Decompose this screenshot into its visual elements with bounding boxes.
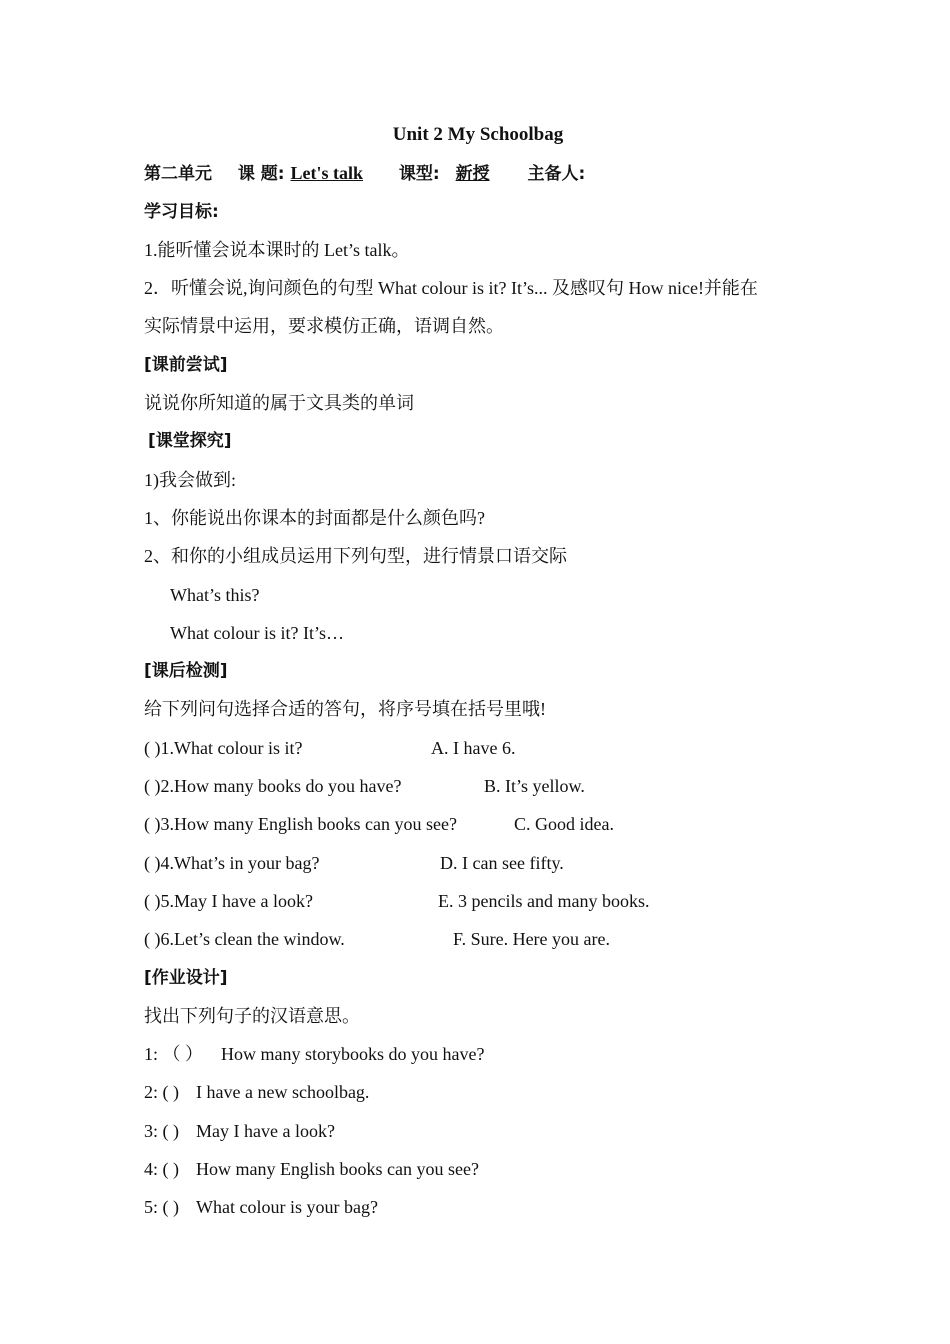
homework-prefix: 4: ( ) <box>144 1159 179 1179</box>
homework-item <box>144 1158 479 1180</box>
answer-option: F. Sure. Here you are. <box>453 929 611 949</box>
page-title: Unit 2 My Schoolbag <box>392 124 564 145</box>
homework-text: I have a new schoolbag. <box>196 1082 370 1102</box>
homework-prefix: 1: （ ） <box>144 1044 204 1064</box>
homework-text: May I have a look? <box>196 1121 335 1141</box>
homework-item <box>144 1196 378 1218</box>
class-explore-item: 2、和你的小组成员运用下列句型，进行情景口语交际 <box>144 546 567 566</box>
question-row <box>144 852 564 874</box>
question-text: ( )2.How many books do you have? <box>144 776 402 796</box>
example-sentence: What colour is it? It’s… <box>170 623 344 643</box>
answer-option: A. I have 6. <box>431 738 516 758</box>
question-text: ( )1.What colour is it? <box>144 738 303 758</box>
header-line <box>144 162 585 185</box>
answer-option: E. 3 pencils and many books. <box>438 891 650 911</box>
question-row <box>144 928 611 950</box>
type-value: 新授 <box>455 164 490 184</box>
homework-item <box>144 1081 370 1103</box>
homework-instruction: 找出下列句子的汉语意思。 <box>144 1006 360 1026</box>
homework-item <box>144 1120 335 1142</box>
homework-prefix: 3: ( ) <box>144 1121 179 1141</box>
class-explore-item: 1、你能说出你课本的封面都是什么颜色吗? <box>144 508 485 528</box>
homework-heading: [作业设计] <box>144 968 228 988</box>
objective-item: 实际情景中运用，要求模仿正确，语调自然。 <box>144 316 504 336</box>
answer-option: C. Good idea. <box>514 814 614 834</box>
objectives-heading: 学习目标: <box>144 202 219 222</box>
class-explore-heading: [课堂探究] <box>148 431 232 451</box>
pre-class-heading: [课前尝试] <box>144 355 228 375</box>
question-row <box>144 775 585 797</box>
objective-item: 2．听懂会说,询问颜色的句型 What colour is it? It’s... 及感叹句 How nice!并能在 <box>144 278 758 298</box>
topic-value: Let's talk <box>290 163 363 183</box>
topic-label: 课 题: <box>237 164 285 184</box>
homework-item <box>144 1043 485 1065</box>
homework-text: How many English books can you see? <box>196 1159 479 1179</box>
question-row <box>144 813 614 835</box>
question-text: ( )6.Let’s clean the window. <box>144 929 345 949</box>
question-row <box>144 890 650 912</box>
answer-option: D. I can see fifty. <box>440 853 564 873</box>
homework-prefix: 5: ( ) <box>144 1197 179 1217</box>
question-text: ( )3.How many English books can you see? <box>144 814 457 834</box>
answer-option: B. It’s yellow. <box>484 776 585 796</box>
homework-text: What colour is your bag? <box>196 1197 378 1217</box>
objective-item: 1.能听懂会说本课时的 Let’s talk。 <box>144 240 410 260</box>
homework-text: How many storybooks do you have? <box>221 1044 485 1064</box>
question-row <box>144 737 516 759</box>
question-text: ( )4.What’s in your bag? <box>144 853 320 873</box>
after-class-instruction: 给下列问句选择合适的答句，将序号填在括号里哦! <box>144 699 546 719</box>
question-text: ( )5.May I have a look? <box>144 891 313 911</box>
unit-label: 第二单元 <box>144 164 212 184</box>
after-class-heading: [课后检测] <box>144 661 228 681</box>
preparer-label: 主备人: <box>527 164 586 184</box>
type-label: 课型: <box>398 164 440 184</box>
class-explore-intro: 1)我会做到: <box>144 470 236 490</box>
pre-class-text: 说说你所知道的属于文具类的单词 <box>144 393 414 413</box>
homework-prefix: 2: ( ) <box>144 1082 179 1102</box>
example-sentence: What’s this? <box>170 585 260 605</box>
